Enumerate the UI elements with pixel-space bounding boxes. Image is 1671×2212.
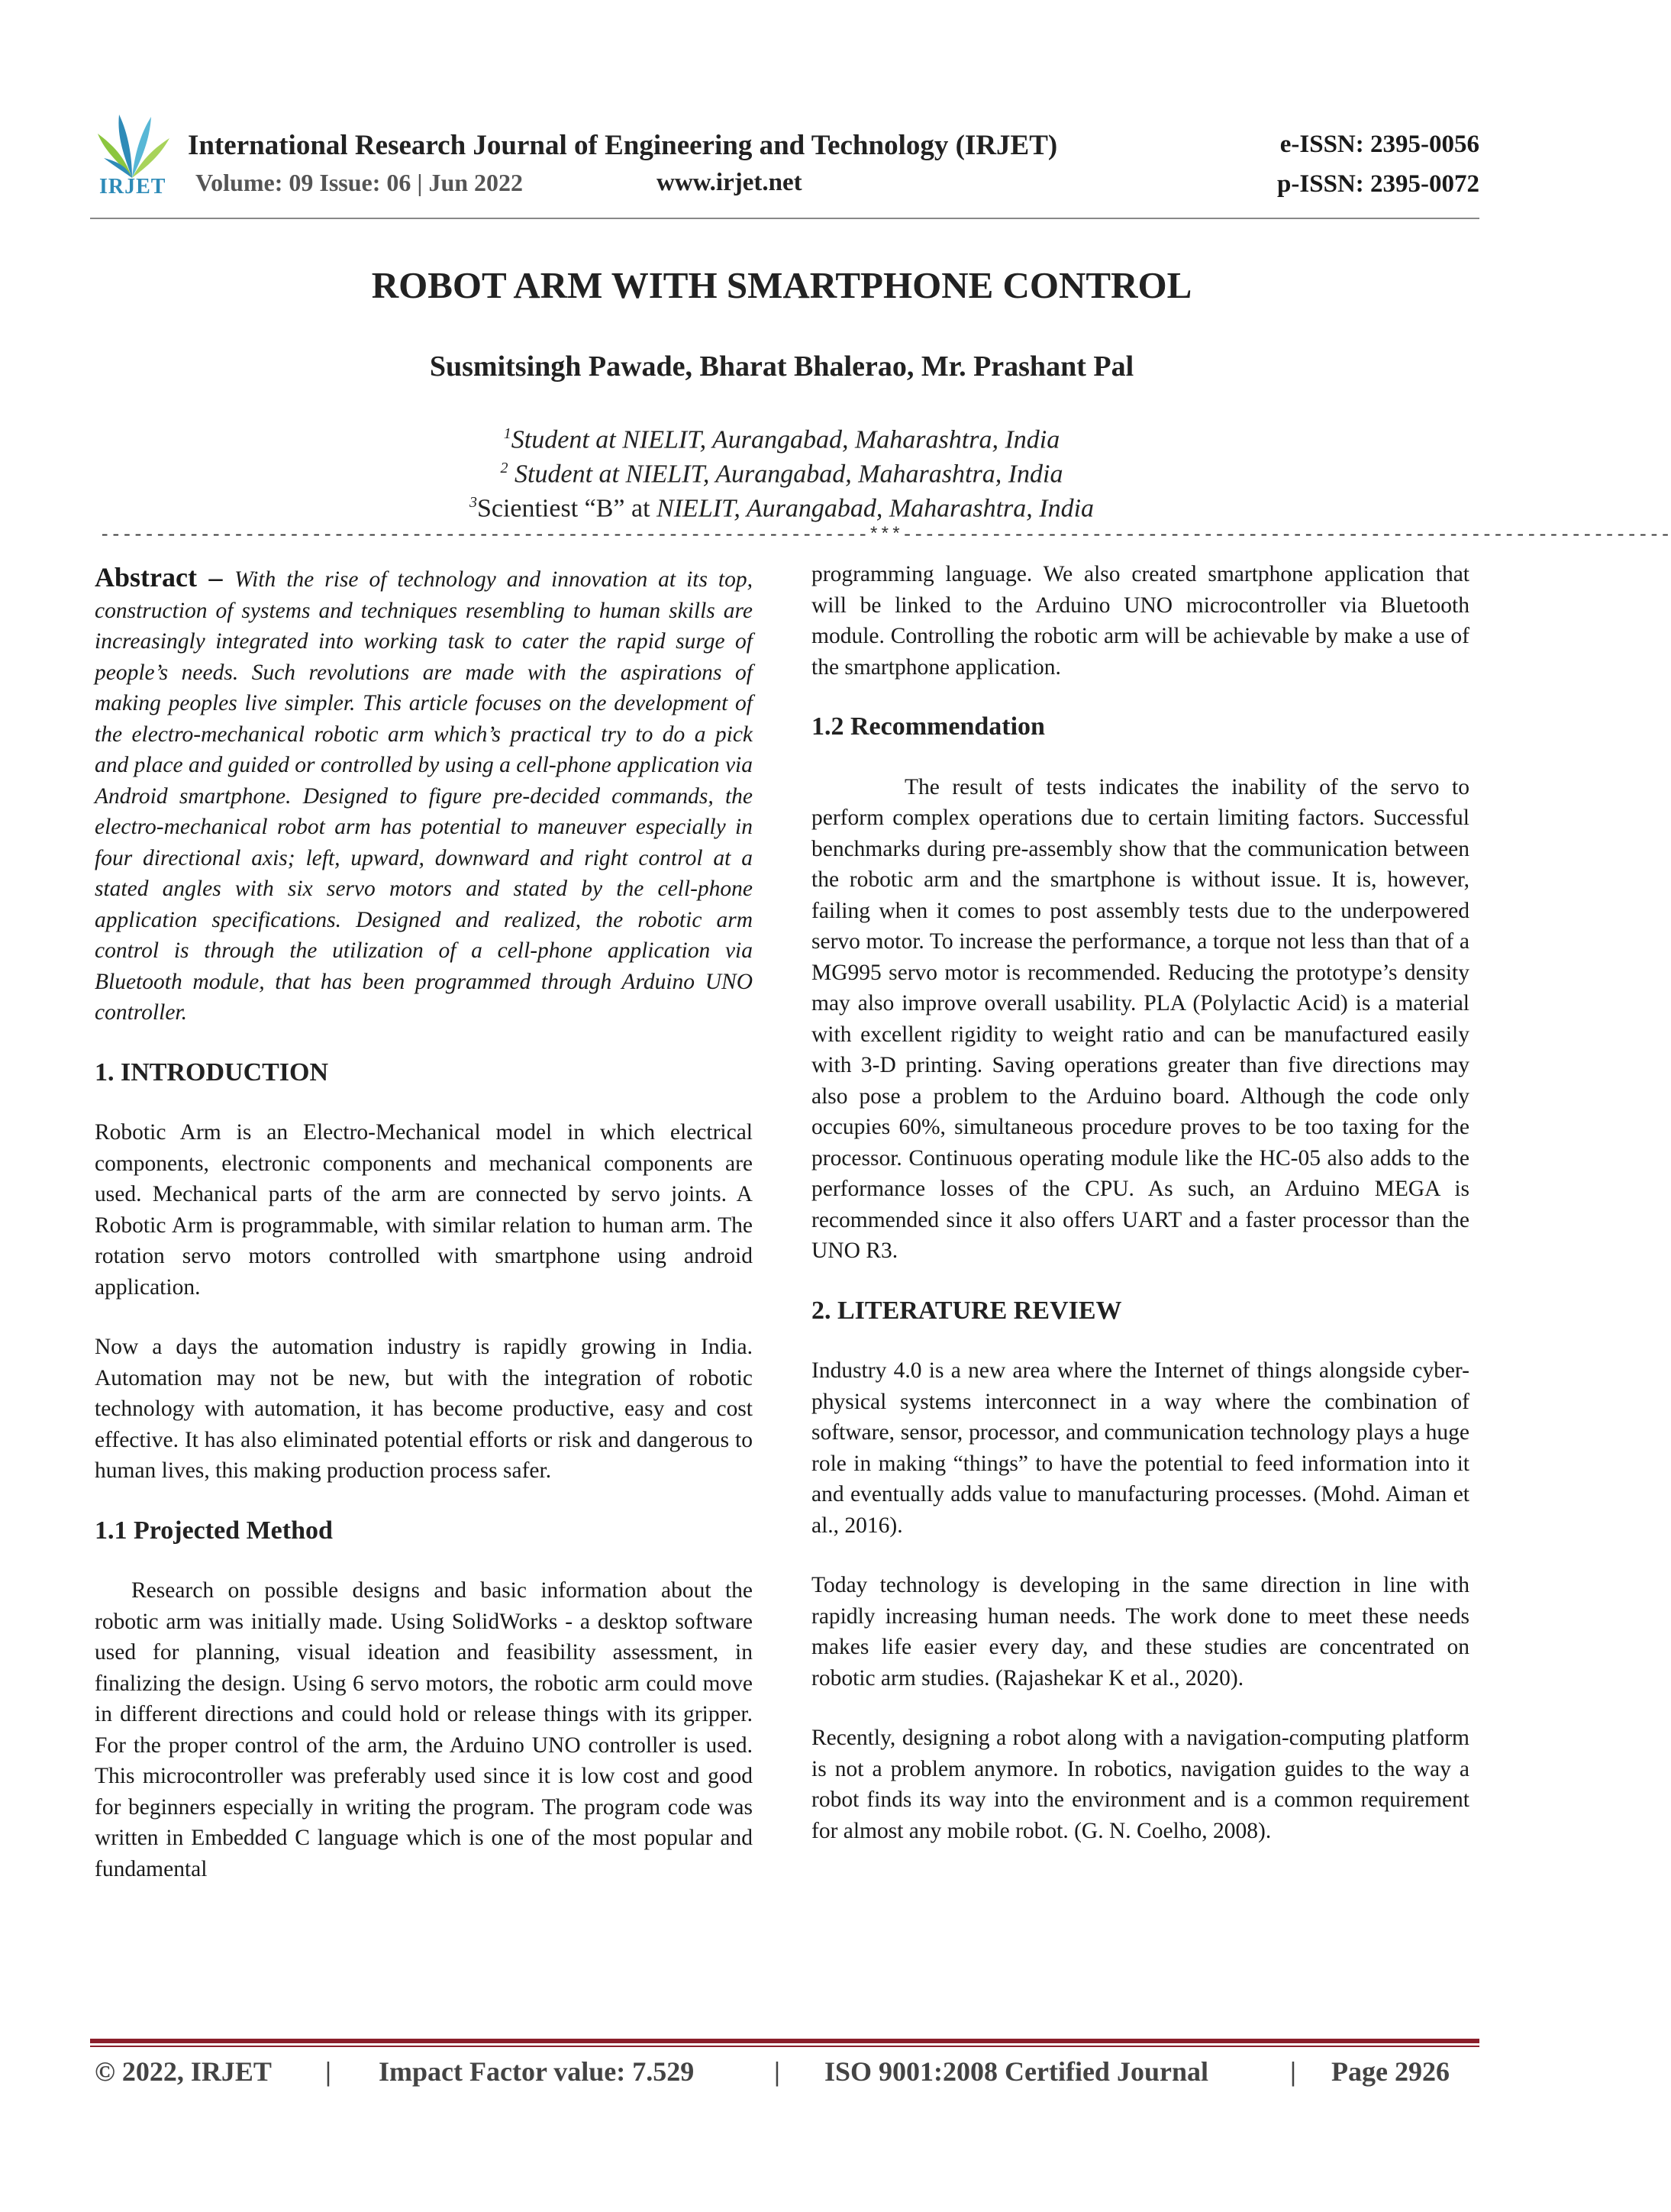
intro-paragraph-2: Now a days the automation industry is rapidly growing in India. Automation may not be new, but with the integration of robotic technology with automation, it has become productive, easy and cost effective. It has also eliminated potential efforts or risk and dangerous to human lives, this making production process safer. <box>95 1335 753 1483</box>
intro-paragraph-1: Robotic Arm is an Electro-Mechanical model in which electrical components, electronic components and mechanical components are used. Mechanical parts of the arm are connected by servo joints. A Robotic Arm is programmable, with similar relation to human arm. The rotation servo motors controlled with smartphone using android application. <box>95 1120 753 1300</box>
abstract-text: With the rise of technology and innovation at its top, construction of systems and techniques resembling to human skills are increasingly integrated into working task to cater the rapid surge of people’s needs. Such revolutions are made with the aspirations of making peoples live simpler. This article focuses on the development of the electro-mechanical robotic arm which’s practical try to do a pick and place and guided or controlled by using a cell-phone application via Android smartphone. Designed to figure pre-decided commands, the electro-mechanical robot arm has potential to maneuver especially in four directional axis; left, upward, downward and right control at a stated angles with six servo motors and stated by the cell-phone application specifications. Designed and realized, the robotic arm control is through the utilization of a cell-phone application via Bluetooth module, that has been programmed through Arduino UNO controller. <box>95 567 753 1025</box>
affiliation-prefix: Scientiest “B” at <box>476 494 657 523</box>
right-column <box>811 559 1469 1846</box>
continued-paragraph: programming language. We also created smartphone application that will be linked to the Arduino UNO microcontroller via Bluetooth module. Controlling the robotic arm will be achievable by make a use of the smartphone application. <box>811 562 1469 680</box>
literature-paragraph-2: Today technology is developing in the same direction in line with rapidly increasing human needs. The work done to meet these needs makes life easier every day, and these studies are concentrated on robotic arm studies. (Rajashekar K et al., 2020). <box>811 1573 1469 1690</box>
affiliation-3 <box>0 494 1563 523</box>
literature-heading: 2. LITERATURE REVIEW <box>811 1296 1122 1325</box>
abstract-label: Abstract – <box>95 562 235 593</box>
abstract <box>95 562 753 1028</box>
left-column <box>95 562 753 1884</box>
volume-issue: Volume: 09 Issue: 06 | Jun 2022 <box>195 169 524 196</box>
footer-rule <box>90 2039 1479 2043</box>
header-divider <box>90 218 1479 219</box>
affiliation-text: Student at NIELIT, Aurangabad, Maharashtra, India <box>511 425 1060 454</box>
footer-separator: | <box>774 2056 780 2087</box>
logo-wordmark: IRJET <box>99 175 166 199</box>
footer-page-number: Page 2926 <box>1331 2056 1450 2087</box>
literature-paragraph-3: Recently, designing a robot along with a navigation-computing platform is not a problem anymore. In robotics, navigation guides to the way a robot finds its way into the environment and is a common requirement for almost any mobile robot. (G. N. Coelho, 2008). <box>811 1726 1469 1843</box>
journal-website[interactable]: www.irjet.net <box>656 169 802 196</box>
method-heading: 1.1 Projected Method <box>95 1516 333 1545</box>
e-issn: e-ISSN: 2395-0056 <box>1279 131 1479 158</box>
footer-impact-factor: Impact Factor value: 7.529 <box>379 2056 695 2087</box>
affiliation-text: Student at NIELIT, Aurangabad, Maharashtra, India <box>508 460 1063 489</box>
section-separator: ---------------------------------------------------------------------***--------------------------------------------------------------------- <box>99 525 1671 546</box>
page-footer <box>95 2055 1461 2094</box>
intro-heading: 1. INTRODUCTION <box>95 1058 329 1087</box>
footer-rule-thin <box>90 2046 1479 2047</box>
method-paragraph: Research on possible designs and basic information about the robotic arm was initially made. Using SolidWorks - a desktop software used for planning, visual ideation and feasibility assessment, in finalizing the design. Using 6 servo motors, the robotic arm could move in different directions and could hold or release things with its gripper. For the proper control of the arm, the Arduino UNO controller is used. This microcontroller was preferably used since it is low cost and good for beginners especially in writing the program. The program code was written in Embedded C language which is one of the most popular and fundamental <box>95 1578 753 1881</box>
p-issn: p-ISSN: 2395-0072 <box>1277 170 1479 198</box>
recommendation-heading: 1.2 Recommendation <box>811 712 1045 741</box>
affiliation-1 <box>0 425 1563 454</box>
footer-separator: | <box>325 2056 331 2087</box>
footer-iso: ISO 9001:2008 Certified Journal <box>824 2056 1208 2087</box>
literature-paragraph-1: Industry 4.0 is a new area where the Internet of things alongside cyber-physical systems interconnect in a way where the combination of software, sensor, processor, and communication technology plays a huge role in making “things” to have the potential to feed information into it and eventually adds value to manufacturing processes. (Mohd. Aiman et al., 2016). <box>811 1358 1469 1538</box>
footer-separator: | <box>1290 2056 1296 2087</box>
affiliation-number: 1 <box>503 425 511 442</box>
irjet-logo-icon <box>90 111 174 181</box>
paper-title: ROBOT ARM WITH SMARTPHONE CONTROL <box>371 264 1192 306</box>
recommendation-paragraph: The result of tests indicates the inability of the servo to perform complex operations due to certain limiting factors. Successful benchmarks during pre-assembly show that the communication between the robotic arm and the smartphone is without issue. It is, however, failing when it comes to post assembly tests due to the underpowered servo motor. To increase the performance, a torque not less than that of a MG995 servo motor is recommended. Reducing the prototype’s density may also improve overall usability. PLA (Polylactic Acid) is a material with excellent rigidity to weight ratio and can be manufactured easily with 3-D printing. Saving operations greater than five directions may also pose a problem to the Arduino board. Although the code only occupies 60%, simultaneous procedure proves to be too taxing for the processor. Continuous operating module like the HC-05 also adds to the performance losses of the CPU. As such, an Arduino MEGA is recommended since it also offers UART and a faster processor than the UNO R3. <box>811 774 1469 1263</box>
journal-header <box>90 111 1479 225</box>
irjet-logo <box>90 111 174 202</box>
paper-authors: Susmitsingh Pawade, Bharat Bhalerao, Mr. Prashant Pal <box>429 350 1134 383</box>
affiliation-text: NIELIT, Aurangabad, Maharashtra, India <box>656 494 1095 523</box>
affiliation-number: 3 <box>469 494 477 511</box>
affiliation-number: 2 <box>500 460 508 476</box>
affiliation-2 <box>0 460 1563 489</box>
footer-copyright: © 2022, IRJET <box>95 2056 272 2087</box>
journal-name: International Research Journal of Engineering and Technology (IRJET) <box>188 130 1058 161</box>
